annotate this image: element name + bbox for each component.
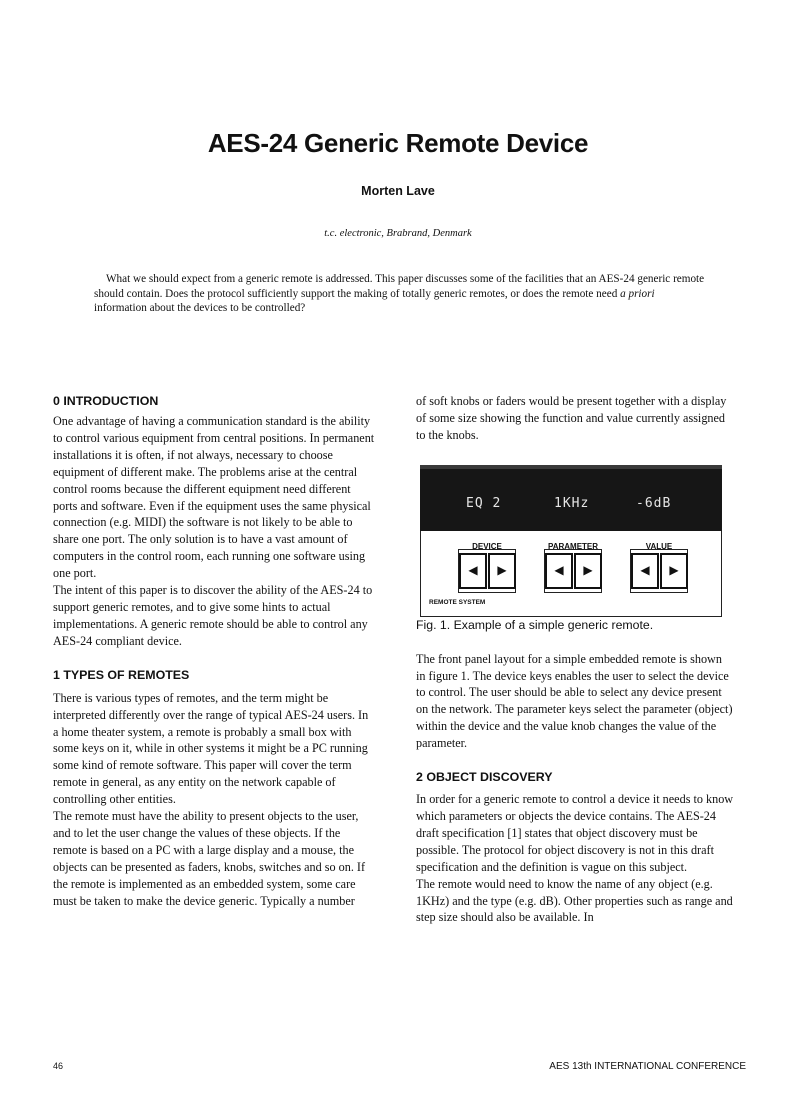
remote-panel	[420, 531, 722, 617]
author-name: Morten Lave	[361, 184, 435, 198]
parameter-right-key[interactable]	[574, 553, 602, 589]
section-heading-introduction: 0 INTRODUCTION	[53, 394, 159, 408]
left-arrow-icon: ◀	[640, 563, 650, 578]
left-column	[53, 393, 375, 909]
conference-footer: AES 13th INTERNATIONAL CONFERENCE	[549, 1061, 746, 1072]
paper-title: AES-24 Generic Remote Device	[207, 128, 589, 158]
intro-paragraph-2: The intent of this paper is to discover the ability of the AES-24 to support generic remotes, and to give some hints to actual implementations. A generic remote should be able to control any AES-24 compliant device.	[53, 583, 373, 648]
parameter-left-key[interactable]	[545, 553, 573, 589]
right-arrow-icon: ▶	[669, 563, 679, 578]
intro-paragraph-1: One advantage of having a communication standard is the ability to control various equipment from central positions. In permanent installations it is often, if not always, necessary to choose equipment of different make. The problems arise at the central control rooms because the different equipment need different ports and software. Even if the equipment uses the same physical connection (e.g. MIDI) the software is not likely to be able to share one port. The only solution is to have a vast amount of computers in the control room, each running one software using one port.	[53, 414, 375, 581]
abstract	[94, 272, 706, 316]
device-right-key[interactable]	[488, 553, 516, 589]
device-left-key[interactable]	[459, 553, 487, 589]
discovery-paragraph-2: The remote would need to know the name of any object (e.g. 1KHz) and the type (e.g. dB). Other properties such as range and step size should also be available. In	[416, 876, 733, 925]
author-affiliation: t.c. electronic, Brabrand, Denmark	[324, 228, 472, 239]
discovery-paragraph-1: In order for a generic remote to control a device it needs to know which parameters or objects the device contains. The AES-24 draft specification [1] states that object discovery must be possible. The protocol for object discovery is not in this draft specification and the definition is vague on this subject.	[416, 792, 734, 874]
types-paragraph-2: The remote must have the ability to present objects to the user, and to let the user change the values of these objects. If the remote is based on a PC with a large display and a mouse, the objects can be presented as faders, knobs, switches and so on. If the remote is implemented as an embedded system, some care must be taken to make the device generic. Typically a number	[53, 809, 366, 908]
left-arrow-icon: ◀	[554, 563, 564, 578]
parameter-group-label: PARAMETER	[547, 541, 599, 551]
abstract-text: What we should expect from a generic remote is addressed. This paper discusses some of the facilities that an AES-24 generic remote should contain. Does the protocol sufficiently support the making of totally generic remotes, or does the remote need	[94, 273, 705, 300]
right-column	[416, 393, 734, 926]
figure-1-caption: Fig. 1. Example of a simple generic remote.	[416, 617, 654, 632]
display-value-value: -6dB	[636, 495, 672, 511]
display-device-value: EQ 2	[466, 495, 502, 511]
page-number: 46	[53, 1061, 64, 1071]
remote-display	[420, 465, 722, 531]
right-arrow-icon: ▶	[583, 563, 593, 578]
device-group-label: DEVICE	[472, 541, 502, 551]
value-right-key[interactable]	[660, 553, 688, 589]
right-arrow-icon: ▶	[497, 563, 507, 578]
abstract-emphasis: a priori	[620, 287, 655, 300]
figure-description-paragraph: The front panel layout for a simple embedded remote is shown in figure 1. The device keys enables the user to select the device to control. The user should be able to select any device present on the network. The parameter keys select the parameter (object) within the device and the value knob changes the value of the parameter.	[416, 651, 733, 751]
section-heading-object-discovery: 2 OBJECT DISCOVERY	[416, 770, 553, 785]
types-paragraph-3: of soft knobs or faders would be present together with a display of some size showing the function and value currently assigned to the knobs.	[416, 394, 727, 442]
left-arrow-icon: ◀	[468, 563, 478, 578]
value-group-label: VALUE	[645, 541, 673, 551]
abstract-text-end: information about the devices to be controlled?	[94, 302, 306, 315]
section-heading-types-of-remotes: 1 TYPES OF REMOTES	[53, 667, 190, 682]
remote-system-label: REMOTE SYSTEM	[429, 598, 486, 606]
types-paragraph-1: There is various types of remotes, and the term might be interpreted differently over the range of typical AES-24 users. In a home theater system, a remote is probably a small box with some keys on it, while in other systems it might be a PC running some kind of remote software. This paper will cover the term remote in general, as any entity on the network capable of controlling other entities.	[53, 690, 369, 807]
display-parameter-value: 1KHz	[554, 495, 590, 511]
value-left-key[interactable]	[631, 553, 659, 589]
figure-1-remote	[420, 465, 722, 617]
